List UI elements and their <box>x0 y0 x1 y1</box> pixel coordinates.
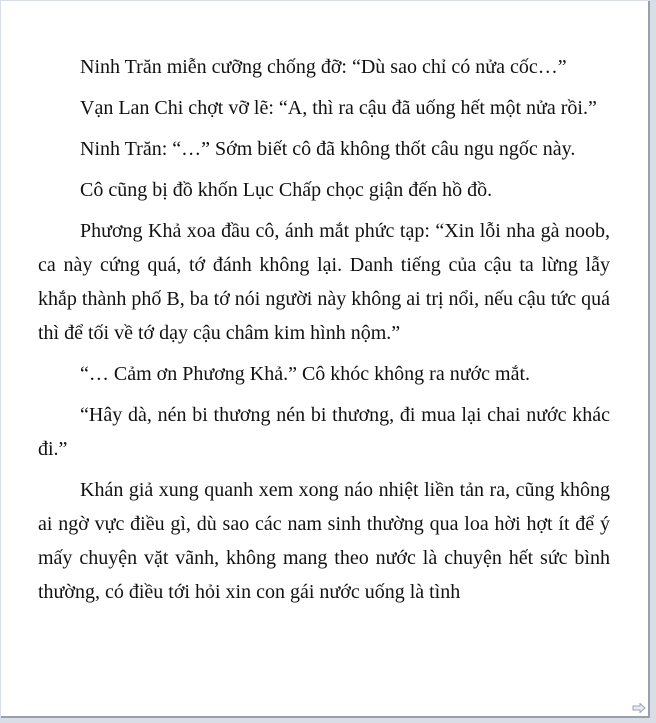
document-body <box>38 50 610 616</box>
paragraph-5: Phương Khả xoa đầu cô, ánh mắt phức tạp: “Xin lỗi nha gà noob, ca này cứng quá, tớ đánh không lại. Danh tiếng của cậu ta lừng lẫy khắp thành phố B, ba tớ nói người này không ai trị nổi, nếu cậu tức quá thì để tối về tớ dạy cậu châm kim hình nộm.” <box>38 220 610 344</box>
paragraph-7: “Hây dà, nén bi thương nén bi thương, đi mua lại chai nước khác đi.” <box>38 404 610 460</box>
document-page <box>1 1 650 718</box>
paragraph-3: Ninh Trăn: “…” Sớm biết cô đã không thốt câu ngu ngốc này. <box>80 138 576 160</box>
paragraph-4: Cô cũng bị đồ khốn Lục Chấp chọc giận đến hồ đồ. <box>80 179 493 201</box>
paragraph-6: “… Cảm ơn Phương Khả.” Cô khóc không ra nước mắt. <box>80 363 530 385</box>
paragraph-1: Ninh Trăn miễn cưỡng chống đỡ: “Dù sao chỉ có nửa cốc…” <box>80 56 567 78</box>
next-page-arrow-icon[interactable] <box>632 703 646 713</box>
paragraph-8: Khán giả xung quanh xem xong náo nhiệt liền tản ra, cũng không ai ngờ vực điều gì, dù sao các nam sinh thường qua loa hời hợt ít để ý mấy chuyện vặt vãnh, không mang theo nước là chuyện hết sức bình thường, có điều tới hỏi xin con gái nước uống là tình <box>38 479 610 603</box>
paragraph-2: Vạn Lan Chi chợt vỡ lẽ: “A, thì ra cậu đã uống hết một nửa rồi.” <box>80 97 597 119</box>
